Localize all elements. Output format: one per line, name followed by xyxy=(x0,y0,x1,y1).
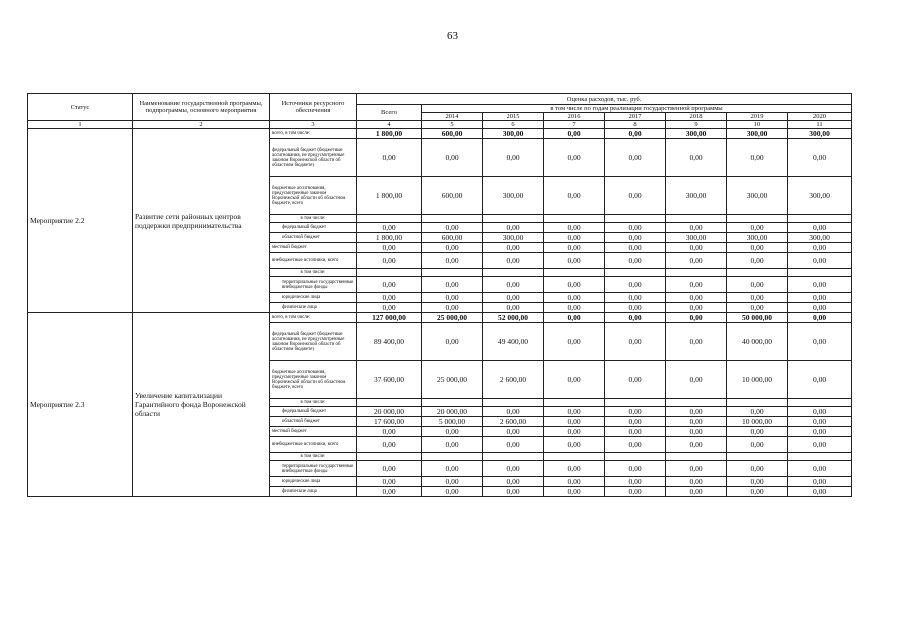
amount-cell: 0,00 xyxy=(605,233,666,243)
funding-source-cell: бюджетные ассигнования, предусмотренные законом Воронежской области об областном бюджете, всего xyxy=(270,361,357,399)
amount-cell: 300,00 xyxy=(727,129,788,139)
amount-cell: 300,00 xyxy=(727,177,788,215)
funding-source-cell: всего, в том числе: xyxy=(270,129,357,139)
amount-cell: 0,00 xyxy=(357,293,422,303)
amount-cell xyxy=(357,453,422,461)
amount-cell: 0,00 xyxy=(483,407,544,417)
amount-cell: 0,00 xyxy=(422,487,483,497)
page-number: 63 xyxy=(447,30,458,42)
header-year: 2017 xyxy=(605,113,666,121)
funding-source-cell: в том числе: xyxy=(270,453,357,461)
amount-cell xyxy=(666,269,727,277)
amount-cell: 0,00 xyxy=(544,139,605,177)
amount-cell: 0,00 xyxy=(544,477,605,487)
amount-cell xyxy=(727,399,788,407)
header-sources: Источники ресурсного обеспечения xyxy=(270,94,357,121)
amount-cell: 0,00 xyxy=(727,277,788,293)
amount-cell: 0,00 xyxy=(605,223,666,233)
amount-cell: 0,00 xyxy=(727,293,788,303)
amount-cell: 20 000,00 xyxy=(422,407,483,417)
amount-cell: 300,00 xyxy=(788,233,852,243)
amount-cell: 0,00 xyxy=(357,487,422,497)
amount-cell: 0,00 xyxy=(605,129,666,139)
column-number: 8 xyxy=(605,121,666,129)
funding-source-cell: в том числе: xyxy=(270,399,357,407)
header-estimate: Оценка расходов, тыс. руб. xyxy=(357,94,852,105)
amount-cell: 0,00 xyxy=(666,361,727,399)
header-year: 2016 xyxy=(544,113,605,121)
amount-cell: 0,00 xyxy=(605,253,666,269)
amount-cell: 0,00 xyxy=(666,323,727,361)
amount-cell: 40 000,00 xyxy=(727,323,788,361)
amount-cell: 0,00 xyxy=(544,177,605,215)
amount-cell: 0,00 xyxy=(483,487,544,497)
amount-cell: 0,00 xyxy=(483,139,544,177)
amount-cell: 300,00 xyxy=(727,233,788,243)
funding-source-cell: физические лица xyxy=(270,303,357,313)
amount-cell: 0,00 xyxy=(788,223,852,233)
table-row xyxy=(28,129,852,139)
amount-cell: 0,00 xyxy=(788,253,852,269)
amount-cell: 0,00 xyxy=(666,313,727,323)
funding-source-cell: внебюджетные источники, всего xyxy=(270,437,357,453)
table-header xyxy=(28,94,852,129)
amount-cell: 0,00 xyxy=(357,277,422,293)
amount-cell: 0,00 xyxy=(605,177,666,215)
amount-cell xyxy=(357,399,422,407)
amount-cell: 0,00 xyxy=(788,437,852,453)
amount-cell: 0,00 xyxy=(422,477,483,487)
amount-cell: 1 800,00 xyxy=(357,233,422,243)
amount-cell: 2 600,00 xyxy=(483,361,544,399)
header-status: Статус xyxy=(28,94,133,121)
amount-cell xyxy=(788,453,852,461)
amount-cell: 0,00 xyxy=(483,461,544,477)
amount-cell xyxy=(357,215,422,223)
amount-cell: 0,00 xyxy=(727,427,788,437)
amount-cell: 0,00 xyxy=(422,243,483,253)
amount-cell: 0,00 xyxy=(357,427,422,437)
amount-cell: 0,00 xyxy=(605,437,666,453)
amount-cell: 0,00 xyxy=(422,461,483,477)
amount-cell xyxy=(727,453,788,461)
amount-cell: 89 400,00 xyxy=(357,323,422,361)
amount-cell: 0,00 xyxy=(357,461,422,477)
amount-cell: 0,00 xyxy=(422,303,483,313)
amount-cell: 0,00 xyxy=(357,303,422,313)
column-number: 2 xyxy=(133,121,270,129)
amount-cell: 0,00 xyxy=(544,253,605,269)
amount-cell: 0,00 xyxy=(422,253,483,269)
measure-name-cell: Развитие сети районных центров поддержки предпринимательства xyxy=(133,129,270,313)
header-total: Всего xyxy=(357,105,422,121)
amount-cell: 0,00 xyxy=(483,303,544,313)
amount-cell: 0,00 xyxy=(727,407,788,417)
amount-cell: 0,00 xyxy=(605,277,666,293)
amount-cell: 0,00 xyxy=(483,427,544,437)
amount-cell: 0,00 xyxy=(544,233,605,243)
header-year: 2015 xyxy=(483,113,544,121)
amount-cell: 0,00 xyxy=(605,417,666,427)
amount-cell xyxy=(483,215,544,223)
amount-cell: 600,00 xyxy=(422,129,483,139)
amount-cell xyxy=(483,453,544,461)
amount-cell: 0,00 xyxy=(483,477,544,487)
column-number: 7 xyxy=(544,121,605,129)
funding-source-cell: местный бюджет xyxy=(270,427,357,437)
amount-cell xyxy=(788,269,852,277)
amount-cell xyxy=(666,215,727,223)
table-row xyxy=(28,313,852,323)
column-number: 4 xyxy=(357,121,422,129)
amount-cell: 0,00 xyxy=(544,461,605,477)
amount-cell: 0,00 xyxy=(544,487,605,497)
amount-cell xyxy=(422,269,483,277)
amount-cell: 0,00 xyxy=(788,303,852,313)
amount-cell: 0,00 xyxy=(727,253,788,269)
amount-cell: 0,00 xyxy=(666,303,727,313)
amount-cell: 0,00 xyxy=(605,361,666,399)
amount-cell: 300,00 xyxy=(788,129,852,139)
funding-source-cell: федеральный бюджет (бюджетные ассигнования, не предусмотренные законом Воронежской области об областном бюджете) xyxy=(270,323,357,361)
funding-source-cell: в том числе: xyxy=(270,269,357,277)
amount-cell: 300,00 xyxy=(666,177,727,215)
amount-cell xyxy=(666,453,727,461)
amount-cell xyxy=(544,399,605,407)
column-number: 5 xyxy=(422,121,483,129)
funding-source-cell: территориальные государственные внебюджетные фонды xyxy=(270,461,357,477)
amount-cell: 0,00 xyxy=(605,243,666,253)
amount-cell xyxy=(727,215,788,223)
amount-cell: 25 000,00 xyxy=(422,313,483,323)
amount-cell xyxy=(727,269,788,277)
amount-cell: 0,00 xyxy=(727,303,788,313)
amount-cell xyxy=(422,453,483,461)
amount-cell: 0,00 xyxy=(422,277,483,293)
amount-cell: 0,00 xyxy=(727,437,788,453)
amount-cell: 0,00 xyxy=(483,293,544,303)
funding-source-cell: федеральный бюджет (бюджетные ассигнования, не предусмотренные законом Воронежской области об областном бюджете) xyxy=(270,139,357,177)
amount-cell xyxy=(788,399,852,407)
funding-source-cell: всего, в том числе: xyxy=(270,313,357,323)
amount-cell xyxy=(357,269,422,277)
amount-cell: 1 800,00 xyxy=(357,129,422,139)
amount-cell xyxy=(544,215,605,223)
funding-source-cell: федеральный бюджет xyxy=(270,223,357,233)
amount-cell: 0,00 xyxy=(605,407,666,417)
amount-cell xyxy=(422,215,483,223)
amount-cell: 127 000,00 xyxy=(357,313,422,323)
amount-cell: 300,00 xyxy=(666,129,727,139)
amount-cell xyxy=(605,269,666,277)
amount-cell: 600,00 xyxy=(422,233,483,243)
amount-cell: 5 000,00 xyxy=(422,417,483,427)
column-number: 11 xyxy=(788,121,852,129)
amount-cell: 0,00 xyxy=(483,277,544,293)
funding-source-cell: в том числе: xyxy=(270,215,357,223)
amount-cell: 0,00 xyxy=(666,427,727,437)
amount-cell: 0,00 xyxy=(357,477,422,487)
column-number: 1 xyxy=(28,121,133,129)
amount-cell: 0,00 xyxy=(788,139,852,177)
amount-cell xyxy=(544,453,605,461)
amount-cell xyxy=(788,215,852,223)
amount-cell: 0,00 xyxy=(788,487,852,497)
amount-cell: 0,00 xyxy=(422,427,483,437)
amount-cell: 2 600,00 xyxy=(483,417,544,427)
amount-cell: 0,00 xyxy=(727,243,788,253)
amount-cell: 52 000,00 xyxy=(483,313,544,323)
header-year: 2018 xyxy=(666,113,727,121)
amount-cell: 600,00 xyxy=(422,177,483,215)
amount-cell xyxy=(605,453,666,461)
column-number: 10 xyxy=(727,121,788,129)
amount-cell: 0,00 xyxy=(422,223,483,233)
amount-cell: 0,00 xyxy=(727,139,788,177)
amount-cell: 10 000,00 xyxy=(727,361,788,399)
amount-cell: 0,00 xyxy=(605,293,666,303)
amount-cell: 0,00 xyxy=(666,461,727,477)
amount-cell: 0,00 xyxy=(788,477,852,487)
amount-cell: 50 000,00 xyxy=(727,313,788,323)
column-number: 9 xyxy=(666,121,727,129)
amount-cell: 0,00 xyxy=(544,277,605,293)
amount-cell xyxy=(422,399,483,407)
amount-cell: 0,00 xyxy=(727,477,788,487)
amount-cell: 0,00 xyxy=(788,461,852,477)
amount-cell: 0,00 xyxy=(544,313,605,323)
amount-cell: 0,00 xyxy=(727,223,788,233)
amount-cell xyxy=(605,215,666,223)
amount-cell: 0,00 xyxy=(544,407,605,417)
amount-cell: 0,00 xyxy=(544,427,605,437)
amount-cell: 37 600,00 xyxy=(357,361,422,399)
amount-cell: 0,00 xyxy=(544,323,605,361)
funding-source-cell: юридические лица xyxy=(270,477,357,487)
amount-cell: 0,00 xyxy=(544,361,605,399)
amount-cell: 0,00 xyxy=(605,313,666,323)
amount-cell: 0,00 xyxy=(727,487,788,497)
amount-cell: 0,00 xyxy=(666,417,727,427)
amount-cell: 0,00 xyxy=(666,477,727,487)
amount-cell: 0,00 xyxy=(357,243,422,253)
amount-cell: 0,00 xyxy=(666,139,727,177)
amount-cell: 0,00 xyxy=(666,407,727,417)
funding-source-cell: бюджетные ассигнования, предусмотренные законом Воронежской области об областном бюджете, всего xyxy=(270,177,357,215)
amount-cell: 0,00 xyxy=(544,303,605,313)
funding-source-cell: физические лица xyxy=(270,487,357,497)
amount-cell: 300,00 xyxy=(483,233,544,243)
column-number: 6 xyxy=(483,121,544,129)
amount-cell: 0,00 xyxy=(605,323,666,361)
amount-cell: 0,00 xyxy=(544,243,605,253)
amount-cell: 0,00 xyxy=(666,223,727,233)
column-number: 3 xyxy=(270,121,357,129)
header-by-years: в том числе по годам реализации государственной программы xyxy=(422,105,852,113)
amount-cell: 0,00 xyxy=(605,487,666,497)
amount-cell xyxy=(483,269,544,277)
funding-source-cell: территориальные государственные внебюджетные фонды xyxy=(270,277,357,293)
amount-cell: 0,00 xyxy=(605,303,666,313)
amount-cell: 0,00 xyxy=(483,253,544,269)
amount-cell: 0,00 xyxy=(788,323,852,361)
amount-cell: 0,00 xyxy=(666,277,727,293)
amount-cell: 0,00 xyxy=(544,417,605,427)
amount-cell: 0,00 xyxy=(422,437,483,453)
amount-cell: 0,00 xyxy=(422,139,483,177)
amount-cell xyxy=(483,399,544,407)
amount-cell: 0,00 xyxy=(788,277,852,293)
funding-source-cell: внебюджетные источники, всего xyxy=(270,253,357,269)
header-year: 2014 xyxy=(422,113,483,121)
amount-cell: 0,00 xyxy=(605,477,666,487)
amount-cell: 0,00 xyxy=(727,461,788,477)
funding-source-cell: местный бюджет xyxy=(270,243,357,253)
funding-source-cell: областной бюджет xyxy=(270,417,357,427)
amount-cell: 300,00 xyxy=(788,177,852,215)
amount-cell: 0,00 xyxy=(666,243,727,253)
amount-cell: 0,00 xyxy=(666,293,727,303)
amount-cell: 0,00 xyxy=(483,223,544,233)
amount-cell: 0,00 xyxy=(605,427,666,437)
amount-cell xyxy=(605,399,666,407)
amount-cell: 0,00 xyxy=(357,223,422,233)
amount-cell: 0,00 xyxy=(788,407,852,417)
amount-cell xyxy=(544,269,605,277)
expense-table xyxy=(27,93,852,497)
status-cell: Мероприятие 2.2 xyxy=(28,129,133,313)
amount-cell: 300,00 xyxy=(666,233,727,243)
amount-cell: 0,00 xyxy=(544,437,605,453)
amount-cell: 0,00 xyxy=(544,223,605,233)
measure-name-cell: Увеличение капитализации Гарантийного фонда Воронежской области xyxy=(133,313,270,497)
amount-cell: 0,00 xyxy=(357,139,422,177)
funding-source-cell: областной бюджет xyxy=(270,233,357,243)
amount-cell: 0,00 xyxy=(544,293,605,303)
header-name: Наименование государственной программы, подпрограммы, основного мероприятия xyxy=(133,94,270,121)
amount-cell: 1 800,00 xyxy=(357,177,422,215)
amount-cell: 0,00 xyxy=(357,437,422,453)
amount-cell: 0,00 xyxy=(666,487,727,497)
amount-cell xyxy=(666,399,727,407)
amount-cell: 0,00 xyxy=(788,361,852,399)
amount-cell: 300,00 xyxy=(483,177,544,215)
header-year: 2020 xyxy=(788,113,852,121)
amount-cell: 0,00 xyxy=(788,417,852,427)
amount-cell: 0,00 xyxy=(483,437,544,453)
amount-cell: 0,00 xyxy=(422,293,483,303)
amount-cell: 0,00 xyxy=(544,129,605,139)
funding-source-cell: федеральный бюджет xyxy=(270,407,357,417)
amount-cell: 0,00 xyxy=(605,461,666,477)
amount-cell: 300,00 xyxy=(483,129,544,139)
amount-cell: 0,00 xyxy=(788,427,852,437)
amount-cell: 0,00 xyxy=(788,243,852,253)
amount-cell: 0,00 xyxy=(788,313,852,323)
header-year: 2019 xyxy=(727,113,788,121)
amount-cell: 0,00 xyxy=(666,437,727,453)
amount-cell: 0,00 xyxy=(788,293,852,303)
amount-cell: 0,00 xyxy=(422,323,483,361)
amount-cell: 0,00 xyxy=(666,253,727,269)
amount-cell: 10 000,00 xyxy=(727,417,788,427)
amount-cell: 17 600,00 xyxy=(357,417,422,427)
amount-cell: 25 000,00 xyxy=(422,361,483,399)
amount-cell: 49 400,00 xyxy=(483,323,544,361)
amount-cell: 20 000,00 xyxy=(357,407,422,417)
status-cell: Мероприятие 2.3 xyxy=(28,313,133,497)
amount-cell: 0,00 xyxy=(605,139,666,177)
amount-cell: 0,00 xyxy=(483,243,544,253)
funding-source-cell: юридические лица xyxy=(270,293,357,303)
amount-cell: 0,00 xyxy=(357,253,422,269)
